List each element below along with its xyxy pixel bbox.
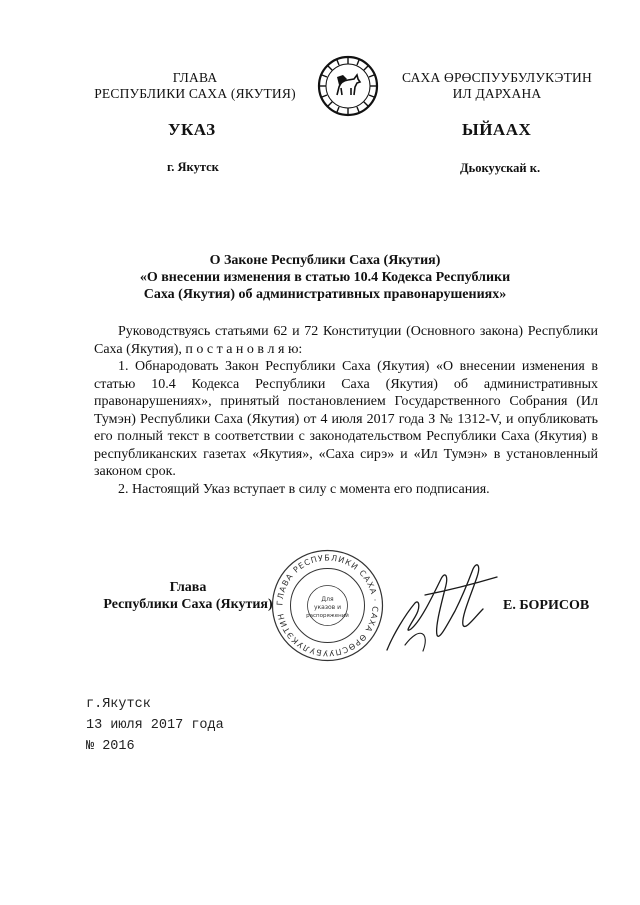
footer-registration (86, 694, 224, 757)
doc-type-ru: УКАЗ (168, 120, 216, 139)
stamp-center-line1: Для (321, 596, 334, 603)
stamp-ring-text: ГЛАВА РЕСПУБЛИКИ САХА · САХА ӨРӨСПУУБУЛУКЭТИН (275, 553, 380, 658)
header-left-line2: РЕСПУБЛИКИ САХА (ЯКУТИЯ) (94, 86, 296, 101)
document-body (94, 323, 598, 498)
header-left-title (80, 70, 310, 102)
city-ru: г. Якутск (167, 160, 219, 174)
signatory-position-line2: Республики Саха (Якутия) (103, 597, 273, 612)
title-line1: О Законе Республики Саха (Якутия) (209, 253, 441, 268)
stamp-center-line2: указов и (313, 604, 342, 611)
handwritten-signature (375, 555, 505, 665)
title-line3: Саха (Якутия) об административных правонарушениях» (143, 287, 507, 302)
document-title (60, 252, 590, 303)
intro-paragraph: Руководствуясь статьями 62 и 72 Конституции (Основного закона) Республики Саха (Якутия), п о с т а н о в л я ю: (94, 324, 598, 357)
header-right-line1: САХА ӨРӨСПУУБУЛУКЭТИН (402, 70, 592, 85)
item-1-paragraph: 1. Обнародовать Закон Республики Саха (Якутия) «О внесении изменения в статью 10.4 Кодекса Республики Саха (Якутия) об административных правонарушениях», принятый постановлением Государственного Собрания (Ил Тумэн) Республики Саха (Якутия) от 4 июля 2017 года З № 1312-V, и опубликовать его полный текст в соответствии с законодательством Республики Саха (Якутия) в республиканских газетах «Якутия», «Саха сирэ» и «Ил Тумэн» в установленный законом срок. (94, 359, 598, 479)
signatory-position (88, 579, 288, 613)
doc-type-sakha: ЫЙААХ (462, 120, 532, 139)
emblem-icon (317, 55, 379, 117)
official-stamp (270, 548, 385, 663)
item-2-paragraph: 2. Настоящий Указ вступает в силу с момента его подписания. (118, 481, 490, 497)
footer-city: г.Якутск (86, 697, 151, 712)
header-right-title (392, 70, 602, 102)
header-left-line1: ГЛАВА (172, 70, 218, 85)
footer-date: 13 июля 2017 года (86, 718, 224, 733)
stamp-center-line3: распоряжений (306, 613, 349, 619)
city-sakha: Дьокуускай к. (460, 161, 541, 175)
title-line2: «О внесении изменения в статью 10.4 Кодекса Республики (139, 270, 511, 285)
header-right-line2: ИЛ ДАРХАНА (452, 86, 542, 101)
signatory-name: Е. БОРИСОВ (503, 598, 590, 613)
signatory-position-line1: Глава (169, 580, 207, 595)
footer-number: № 2016 (86, 739, 135, 754)
